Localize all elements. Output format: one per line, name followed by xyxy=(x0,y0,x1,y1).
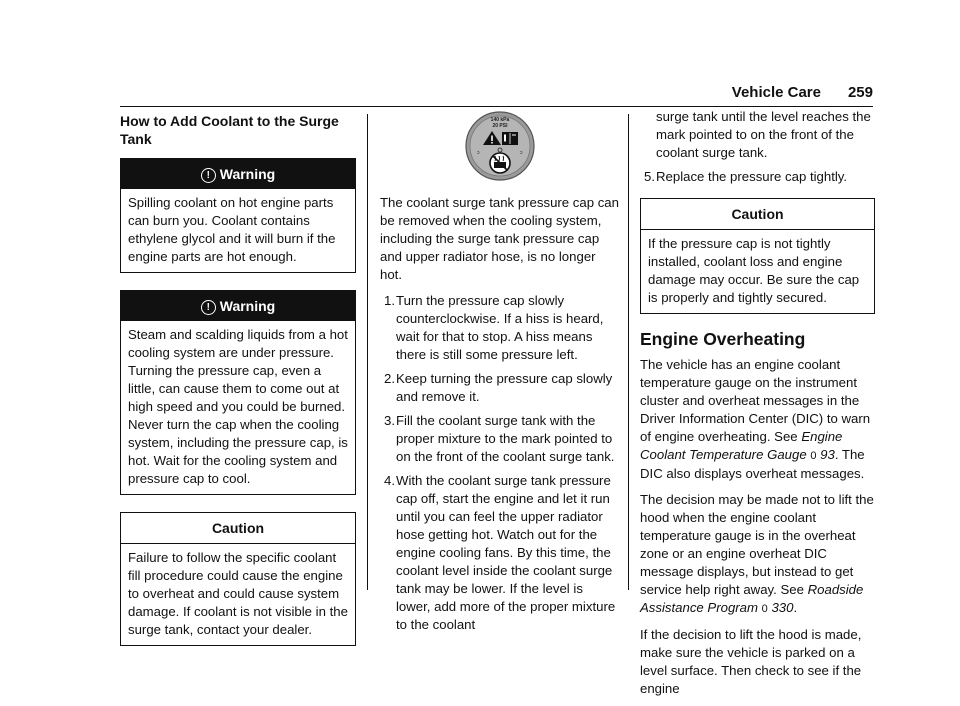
column-divider xyxy=(628,114,629,590)
warning-text: Spilling coolant on hot engine parts can burn you. Coolant contains ethylene glycol and it will burn if the engine parts are hot enough. xyxy=(128,195,336,264)
warning-label: Warning xyxy=(219,166,276,182)
step-text: Turn the pressure cap slowly counterclockwise. If a hiss is heard, wait for that to stop. A hiss means there is still some pressure left. xyxy=(396,293,604,362)
procedure-steps xyxy=(380,292,620,634)
step-continuation: surge tank until the level reaches the mark pointed to on the front of the coolant surge tank. xyxy=(656,109,871,160)
page-ref-icon: 0 xyxy=(810,450,817,462)
paragraph xyxy=(640,356,875,483)
paragraph-text: The vehicle has an engine coolant temperature gauge on the instrument cluster and overheat messages in the Driver Information Center (DIC) to warn of engine overheating. See xyxy=(640,357,871,444)
intro-paragraph: The coolant surge tank pressure cap can be removed when the cooling system, including the surge tank pressure cap and upper radiator hose, is no longer hot. xyxy=(380,195,619,282)
column-divider xyxy=(367,114,368,590)
step-text: Keep turning the pressure cap slowly and remove it. xyxy=(396,371,613,404)
warning-label: Warning xyxy=(219,298,276,314)
pressure-cap-illustration xyxy=(464,110,536,182)
section-heading: Engine Overheating xyxy=(640,329,806,349)
cross-reference-link[interactable]: Roadside Assistance Program xyxy=(640,582,864,615)
caution-box xyxy=(640,198,875,314)
running-header xyxy=(120,80,873,107)
step-number: 1. xyxy=(384,293,395,308)
paragraph-text: . The DIC also displays overheat messages. xyxy=(640,447,865,481)
page-ref-number[interactable]: 330 xyxy=(771,600,794,615)
list-item xyxy=(380,472,620,634)
cap-pressure-psi: 20 PSI xyxy=(492,123,508,129)
paragraph-text: The decision may be made not to lift the hood when the engine coolant temperature gauge is in the overheat zone or an engine overheat DIC message displays, but instead to get service help right away. See xyxy=(640,492,874,597)
step-number: 5. xyxy=(644,169,655,184)
step-text: With the coolant surge tank pressure cap off, start the engine and let it run until you can feel the upper radiator hose getting hot. Watch out for the engine cooling fans. By this time, the coolant level inside the coolant surge tank may be lower. If the level is lower, add more of the proper mixture to the coolant xyxy=(396,473,616,632)
step-number: 2. xyxy=(384,371,395,386)
list-item xyxy=(380,370,620,406)
warning-icon: ! xyxy=(201,168,216,183)
step-number: 4. xyxy=(384,473,395,488)
no-open-hot-icon xyxy=(490,153,510,173)
step-number: 3. xyxy=(384,413,395,428)
warning-icon: ! xyxy=(201,300,216,315)
list-item xyxy=(380,292,620,364)
warning-box xyxy=(120,158,356,273)
cap-side-mark-left: ↄ xyxy=(477,150,480,156)
procedure-steps-cont xyxy=(640,168,875,186)
manual-book-icon xyxy=(502,132,518,145)
step-text: Replace the pressure cap tightly. xyxy=(656,169,848,184)
column-1 xyxy=(120,108,356,662)
warning-box xyxy=(120,290,356,495)
page-ref-icon: 0 xyxy=(761,603,768,615)
cross-reference-link[interactable]: Engine Coolant Temperature Gauge xyxy=(640,429,843,462)
paragraph-text: . xyxy=(793,600,798,615)
caution-header: Caution xyxy=(121,513,355,544)
list-item xyxy=(640,168,875,186)
warning-text: Steam and scalding liquids from a hot cooling system are under pressure. Turning the pressure cap, even a little, can cause them to come out at high speed and you could be burned. Never turn the cap when the cooling system, including the pressure cap, is hot. Wait for the cooling system and pressure cap to cool. xyxy=(128,327,348,486)
column-3 xyxy=(640,108,875,706)
warning-header xyxy=(121,291,355,321)
page-ref-number[interactable]: 93 xyxy=(820,447,835,462)
column-2 xyxy=(380,108,620,640)
caution-text: If the pressure cap is not tightly installed, coolant loss and engine damage may occur. Be sure the cap is properly and tightly secured. xyxy=(648,236,860,305)
section-title: Vehicle Care xyxy=(731,84,821,101)
caution-header: Caution xyxy=(641,199,874,230)
caution-text: Failure to follow the specific coolant fill procedure could cause the engine to overheat and could cause system damage. If coolant is not visible in the surge tank, contact your dealer. xyxy=(128,550,348,637)
step-text: Fill the coolant surge tank with the proper mixture to the mark pointed to on the front of the coolant surge tank. xyxy=(396,413,615,464)
paragraph: If the decision to lift the hood is made, make sure the vehicle is parked on a level surface. Then check to see if the engine xyxy=(640,627,862,696)
cap-side-mark-right: ↄ xyxy=(520,150,523,156)
subsection-heading: How to Add Coolant to the Surge Tank xyxy=(120,113,339,147)
page-number: 259 xyxy=(847,84,873,101)
caution-box xyxy=(120,512,356,646)
warning-header xyxy=(121,159,355,189)
cap-pressure-kpa: 140 kPa xyxy=(490,117,510,123)
paragraph xyxy=(640,491,875,618)
list-item xyxy=(380,412,620,466)
